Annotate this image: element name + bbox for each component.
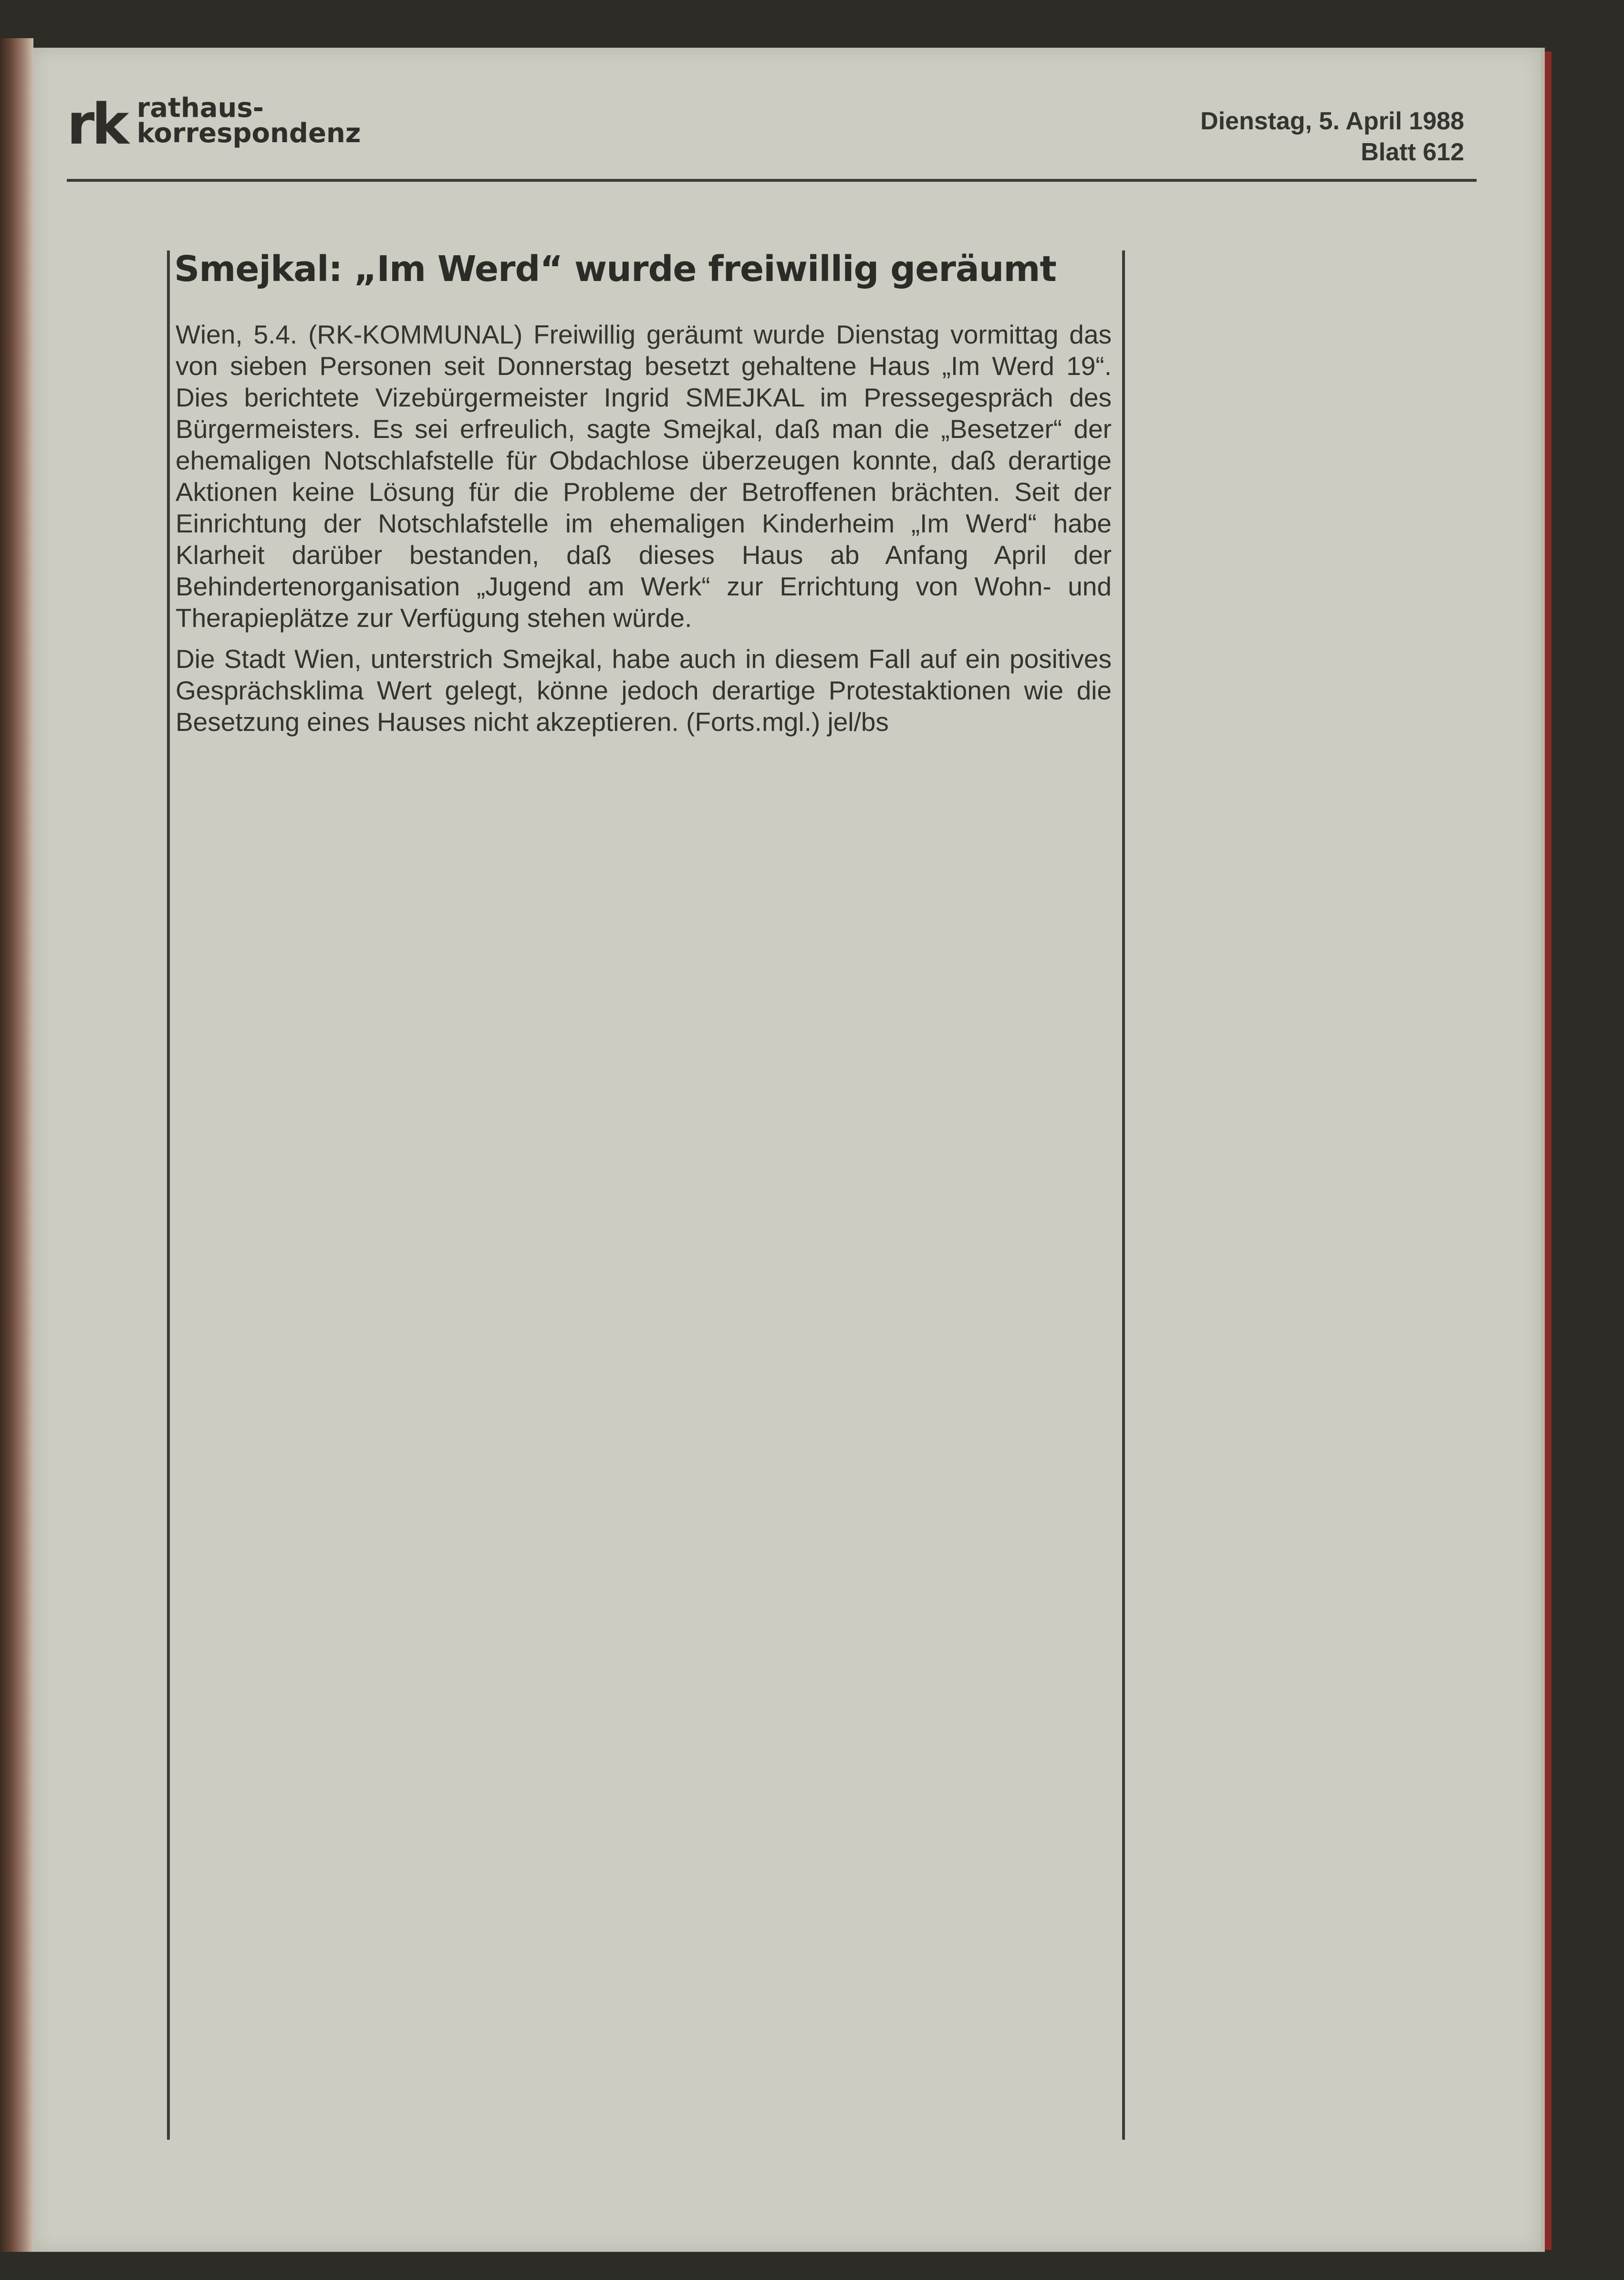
header-meta — [1200, 106, 1464, 168]
logo-line-2: korrespondenz — [136, 118, 361, 149]
issue-date: Dienstag, 5. April 1988 — [1200, 107, 1464, 135]
logo-wordmark — [137, 95, 361, 148]
header-rule — [67, 179, 1477, 182]
rk-logo — [67, 91, 361, 157]
column-rule-right — [1122, 250, 1125, 2140]
page-edge — [1541, 48, 1545, 2252]
column-rule-left — [167, 250, 170, 2140]
logo-mark: rk — [67, 91, 126, 157]
book-binding — [0, 38, 33, 2252]
logo-line-1: rathaus- — [136, 93, 264, 124]
article-paragraph-2: Die Stadt Wien, unterstrich Smejkal, habe auch in diesem Fall auf ein positives Gesprächsklima Wert gelegt, könne jedoch derartige Protestaktionen wie die Besetzung eines Hauses nicht akzeptieren. (Forts.mgl.) jel/bs — [176, 644, 1112, 737]
article-headline: Smejkal: „Im Werd“ wurde freiwillig geräumt — [174, 249, 1056, 290]
red-sheet-edge — [1545, 52, 1551, 2250]
article-paragraph-1: Wien, 5.4. (RK-KOMMUNAL) Freiwillig geräumt wurde Dienstag vormittag das von sieben Personen seit Donnerstag besetzt gehaltene Haus „Im Werd 19“. Dies berichtete Vizebürgermeister Ingrid SMEJKAL im Pressegespräch des Bürgermeisters. Es sei erfreulich, sagte Smejkal, daß man die „Besetzer“ der ehemaligen Notschlafstelle für Obdachlose überzeugen konnte, daß derartige Aktionen keine Lösung für die Probleme der Betroffenen brächten. Seit der Einrichtung der Notschlafstelle im ehemaligen Kinderheim „Im Werd“ habe Klarheit darüber bestanden, daß dieses Haus ab Anfang April der Behindertenorganisation „Jugend am Werk“ zur Errichtung von Wohn- und Therapieplätze zur Verfügung stehen würde. — [176, 320, 1112, 633]
article-body — [176, 319, 1112, 747]
sheet-number: Blatt 612 — [1361, 138, 1464, 166]
